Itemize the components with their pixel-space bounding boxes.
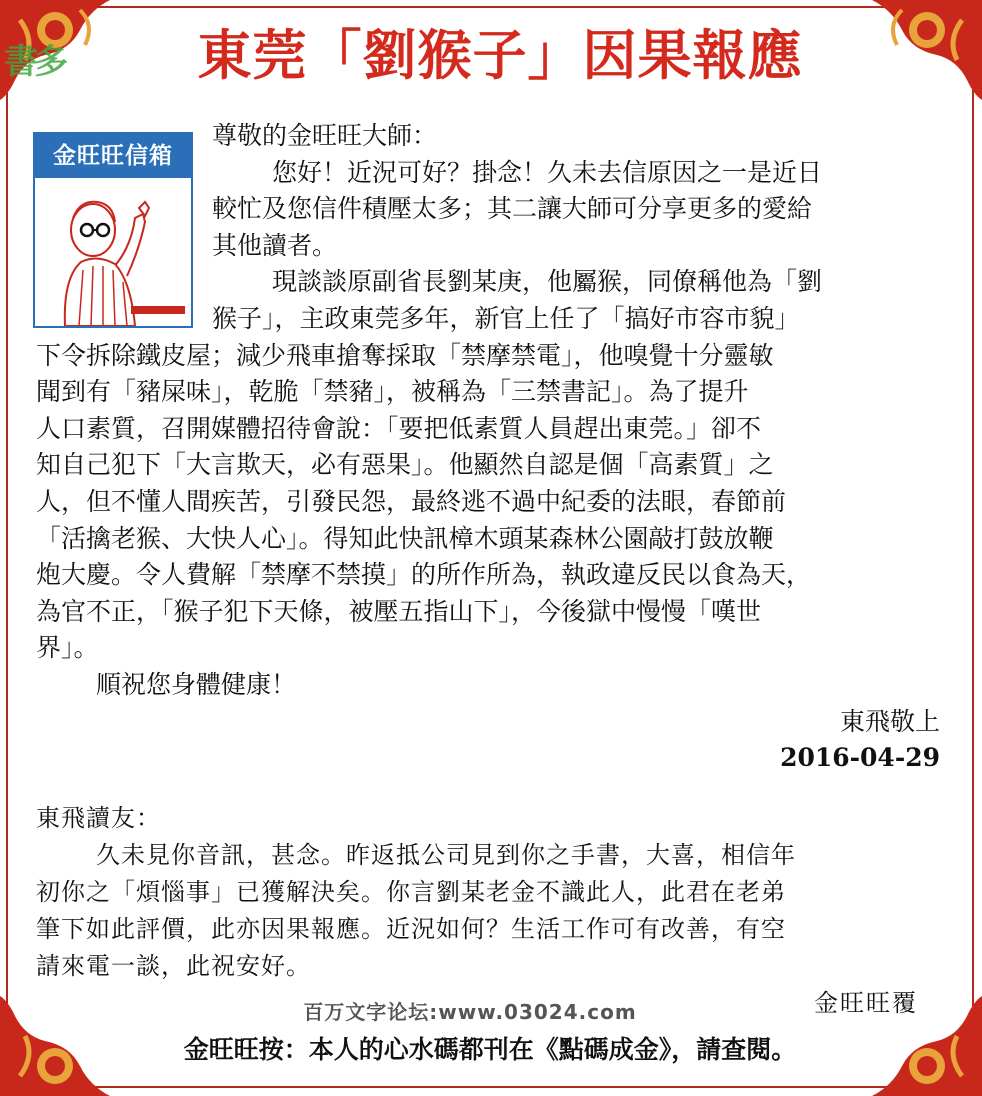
letter-line: 下令拆除鐵皮屋；減少飛車搶奪採取「禁摩禁電」，他嗅覺十分靈敏 — [36, 340, 774, 370]
reply-line: 筆下如此評價，此亦因果報應。近況如何？生活工作可有改善，有空 — [36, 915, 786, 943]
site-logo: 書多 — [4, 42, 64, 82]
letter-signature: 東飛敬上 — [839, 706, 940, 736]
footer-note: 金旺旺按：本人的心水碼都刊在《點碼成金》，請查閱。 — [183, 1035, 797, 1064]
reply-line: 初你之「煩惱事」已獲解決矣。你言劉某老金不識此人，此君在老弟 — [36, 878, 786, 906]
reply-salutation: 東飛讀友： — [36, 804, 161, 832]
reply-signature: 金旺旺覆 — [814, 989, 918, 1017]
letter-line: 知自己犯下「大言欺天，必有惡果」。他顯然自認是個「高素質」之 — [36, 450, 774, 480]
reply-line: 久未見你音訊，甚念。昨返抵公司見到你之手書，大喜，相信年 — [96, 841, 796, 869]
letter-line: 人，但不懂人間疾苦，引發民怨，最終逃不過中紀委的法眼，春節前 — [36, 486, 787, 516]
reply-line: 請來電一談，此祝安好。 — [36, 952, 311, 980]
letter-body — [36, 118, 948, 777]
mailbox-label: 金旺旺信箱 — [35, 134, 191, 178]
letter-line: 聞到有「豬屎味」，乾脆「禁豬」，被稱為「三禁書記」。為了提升 — [36, 377, 749, 407]
reply-body — [36, 800, 948, 1022]
letter-salutation: 尊敬的金旺旺大師： — [212, 121, 438, 150]
letter-line: 現談談原副省長劉某庚，他屬猴，同僚稱他為「劉 — [272, 267, 823, 297]
letter-line: 為官不正，「猴子犯下天條，被壓五指山下」，今後獄中慢慢「嘆世 — [36, 596, 762, 626]
site-watermark: 百万文字论坛:www.03024.com — [303, 1000, 637, 1024]
letter-line: 猴子」，主政東莞多年，新官上任了「搞好市容市貌」 — [212, 303, 800, 333]
letter-line: 炮大慶。令人費解「禁摩不禁摸」的所作所為，執政違反民以食為天， — [36, 560, 812, 590]
letter-line: 界」。 — [36, 633, 99, 663]
letter-line: 您好！近況可好？掛念！久未去信原因之一是近日 — [272, 157, 823, 187]
page-title: 東莞「劉猴子」因果報應 — [197, 24, 803, 87]
letter-date: 2016-04-29 — [780, 743, 940, 773]
letter-line: 較忙及您信件積壓太多；其二讓大師可分享更多的愛給 — [212, 194, 813, 224]
letter-line: 「活擒老猴、大快人心」。得知此快訊樟木頭某森林公園敲打鼓放鞭 — [36, 523, 774, 553]
letter-line: 人口素質，召開媒體招待會說：「要把低素質人員趕出東莞。」卻不 — [36, 413, 762, 443]
letter-line: 其他讀者。 — [212, 230, 338, 260]
letter-closing: 順祝您身體健康！ — [96, 669, 297, 699]
corner-ornament-icon — [862, 0, 982, 100]
